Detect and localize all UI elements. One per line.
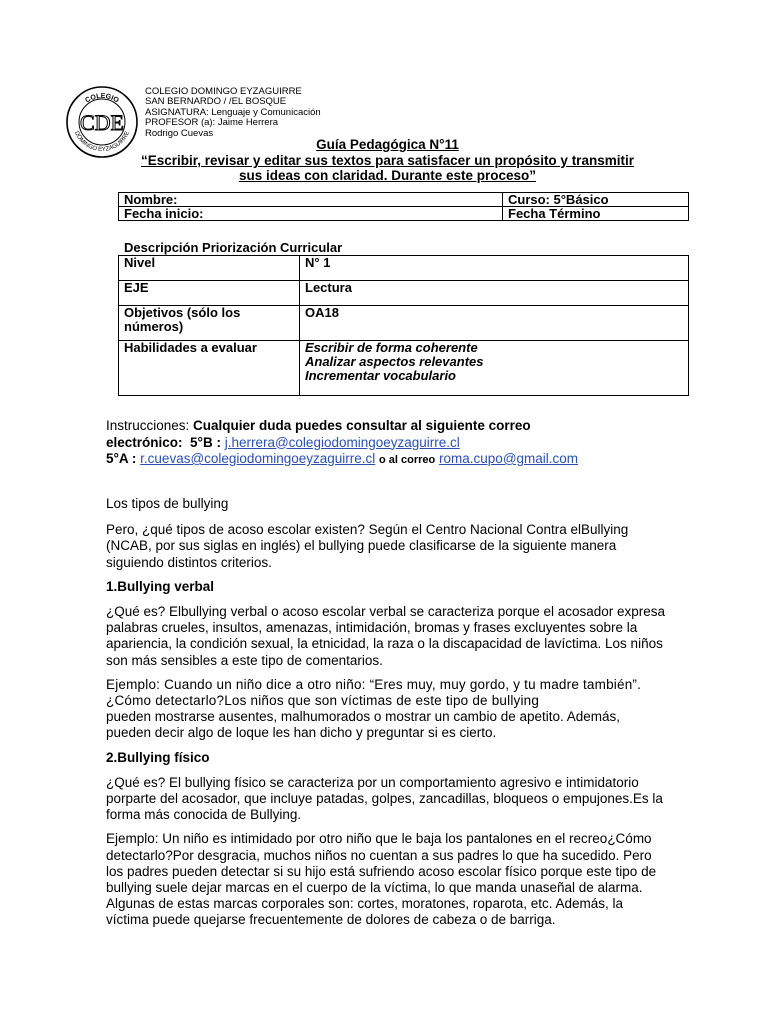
instructions: Instrucciones: Cualquier duda puedes consultar al siguiente correo electrónico: 5°B : j.herrera@colegiodomingoeyzaguirre.cl 5°A : r.cuevas@colegiodomingoeyzaguirre.cl o al correo roma.cupo@gmail.com bbox=[106, 418, 579, 466]
logo-center-text: CDE bbox=[80, 110, 124, 135]
section-2-text: ¿Qué es? El bullying físico se caracteriza por un comportamiento agresivo e intimidatorio porparte del acosador, que incluye patadas, golpes, zancadillas, bloqueos o empujones.Es la forma más conocida de Bullying. bbox=[106, 774, 663, 823]
logo-top-text: COLEGIO bbox=[84, 92, 120, 105]
document-body bbox=[106, 496, 666, 937]
or-email-note: o al correo bbox=[379, 454, 436, 466]
student-info-table bbox=[118, 192, 689, 221]
email-link-a[interactable]: r.cuevas@colegiodomingoeyzaguirre.cl bbox=[140, 451, 376, 466]
curriculum-title: Descripción Priorización Curricular bbox=[124, 240, 343, 255]
instructions-text-2: electrónico bbox=[106, 434, 179, 450]
guide-title-block bbox=[100, 136, 675, 183]
curriculum-table bbox=[118, 255, 689, 396]
subject-line: ASIGNATURA: Lenguaje y Comunicación bbox=[145, 106, 321, 118]
teacher-line: PROFESOR (a): Jaime Herrera bbox=[145, 117, 279, 129]
objectives-value: OA18 bbox=[300, 306, 689, 341]
intro-paragraph: Pero, ¿qué tipos de acoso escolar existen? Según el Centro Nacional Contra elBullying (NCAB, por sus siglas en inglés) el bullying puede clasificarse de la siguiente manera siguiendo distintos criterios. bbox=[106, 522, 629, 570]
guide-subtitle-line2: sus ideas con claridad. Durante este proceso” bbox=[238, 168, 537, 183]
instructions-text: Cualquier duda puedes consultar al siguiente correo bbox=[193, 418, 531, 433]
end-date-field[interactable]: Fecha Término bbox=[503, 207, 689, 221]
topic-title: Los tipos de bullying bbox=[106, 496, 229, 511]
axis-label: EJE bbox=[119, 281, 300, 306]
section-1-text: ¿Qué es? Elbullying verbal o acoso escolar verbal se caracteriza porque el acosador expresa palabras crueles, insultos, amenazas, intimidación, bromas y frases excluyentes sobre la apariencia, la condición sexual, la etnicidad, la raza o la discapacidad de lavíctima. Los niños son más sensibles a este tipo de comentarios. bbox=[106, 604, 666, 668]
axis-value: Lectura bbox=[300, 281, 689, 306]
course-b-label: 5°B : bbox=[190, 434, 221, 450]
table-row bbox=[119, 193, 689, 207]
email-link-extra[interactable]: roma.cupo@gmail.com bbox=[439, 451, 579, 466]
instructions-prefix: Instrucciones: bbox=[106, 418, 194, 433]
guide-subtitle-line1: “Escribir, revisar y editar sus textos para satisfacer un propósito y transmitir bbox=[141, 153, 634, 168]
skill-item: Escribir de forma coherente bbox=[305, 340, 478, 355]
name-field[interactable]: Nombre: bbox=[119, 193, 503, 207]
table-row bbox=[119, 207, 689, 221]
table-row bbox=[119, 256, 689, 281]
section-1-example-cont: pueden mostrarse ausentes, malhumorados o mostrar un cambio de apetito. Además, pueden decir algo de loque les han dicho y preguntar si es cierto. bbox=[106, 709, 621, 741]
section-2-example: Ejemplo: Un niño es intimidado por otro niño que le baja los pantalones en el recreo¿Cómo detectarlo?Por desgracia, muchos niños no cuentan a sus padres lo que ha sucedido. Pero los padres pueden detectar si su hijo está sufriendo acoso escolar físico porque este tipo de bullying suele dejar marcas en el cuerpo de la víctima, lo que manda unaseñal de alarma. Algunas de estas marcas corporales son: cortes, moratones, roparota, etc. Además, la víctima puede quejarse frecuentemente de dolores de cabeza o de barriga. bbox=[106, 831, 657, 928]
level-label: Nivel bbox=[119, 256, 300, 281]
section-2-heading: 2.Bullying físico bbox=[106, 749, 210, 765]
section-1-heading: 1.Bullying verbal bbox=[106, 578, 215, 594]
skill-item: Analizar aspectos relevantes bbox=[305, 354, 484, 369]
skill-item: Incrementar vocabulario bbox=[305, 368, 456, 383]
course-a-label: 5°A : bbox=[106, 451, 137, 466]
skills-value bbox=[300, 341, 689, 396]
logo-bottom-text: DOMINGO EYZAGUIRRE bbox=[72, 130, 132, 154]
table-row bbox=[119, 281, 689, 306]
skills-label: Habilidades a evaluar bbox=[119, 341, 300, 396]
school-info bbox=[145, 87, 321, 139]
objectives-label: Objetivos (sólo los números) bbox=[119, 306, 300, 341]
table-row bbox=[119, 341, 689, 396]
school-name: COLEGIO DOMINGO EYZAGUIRRE bbox=[145, 86, 302, 97]
level-value: N° 1 bbox=[300, 256, 689, 281]
table-row bbox=[119, 306, 689, 341]
email-link-b[interactable]: j.herrera@colegiodomingoeyzaguirre.cl bbox=[224, 434, 460, 450]
start-date-field[interactable]: Fecha inicio: bbox=[119, 207, 503, 221]
section-1-example: Ejemplo: Cuando un niño dice a otro niño: “Eres muy, muy gordo, y tu madre también”.¿Cómo detectarlo?Los niños que son víctimas de este tipo de bullying bbox=[106, 676, 642, 709]
guide-title: Guía Pedagógica N°11 bbox=[316, 137, 459, 152]
teacher-2-line: Rodrigo Cuevas bbox=[145, 127, 214, 139]
course-field[interactable]: Curso: 5°Básico bbox=[503, 193, 689, 207]
school-location: SAN BERNARDO / /EL BOSQUE bbox=[145, 96, 287, 108]
